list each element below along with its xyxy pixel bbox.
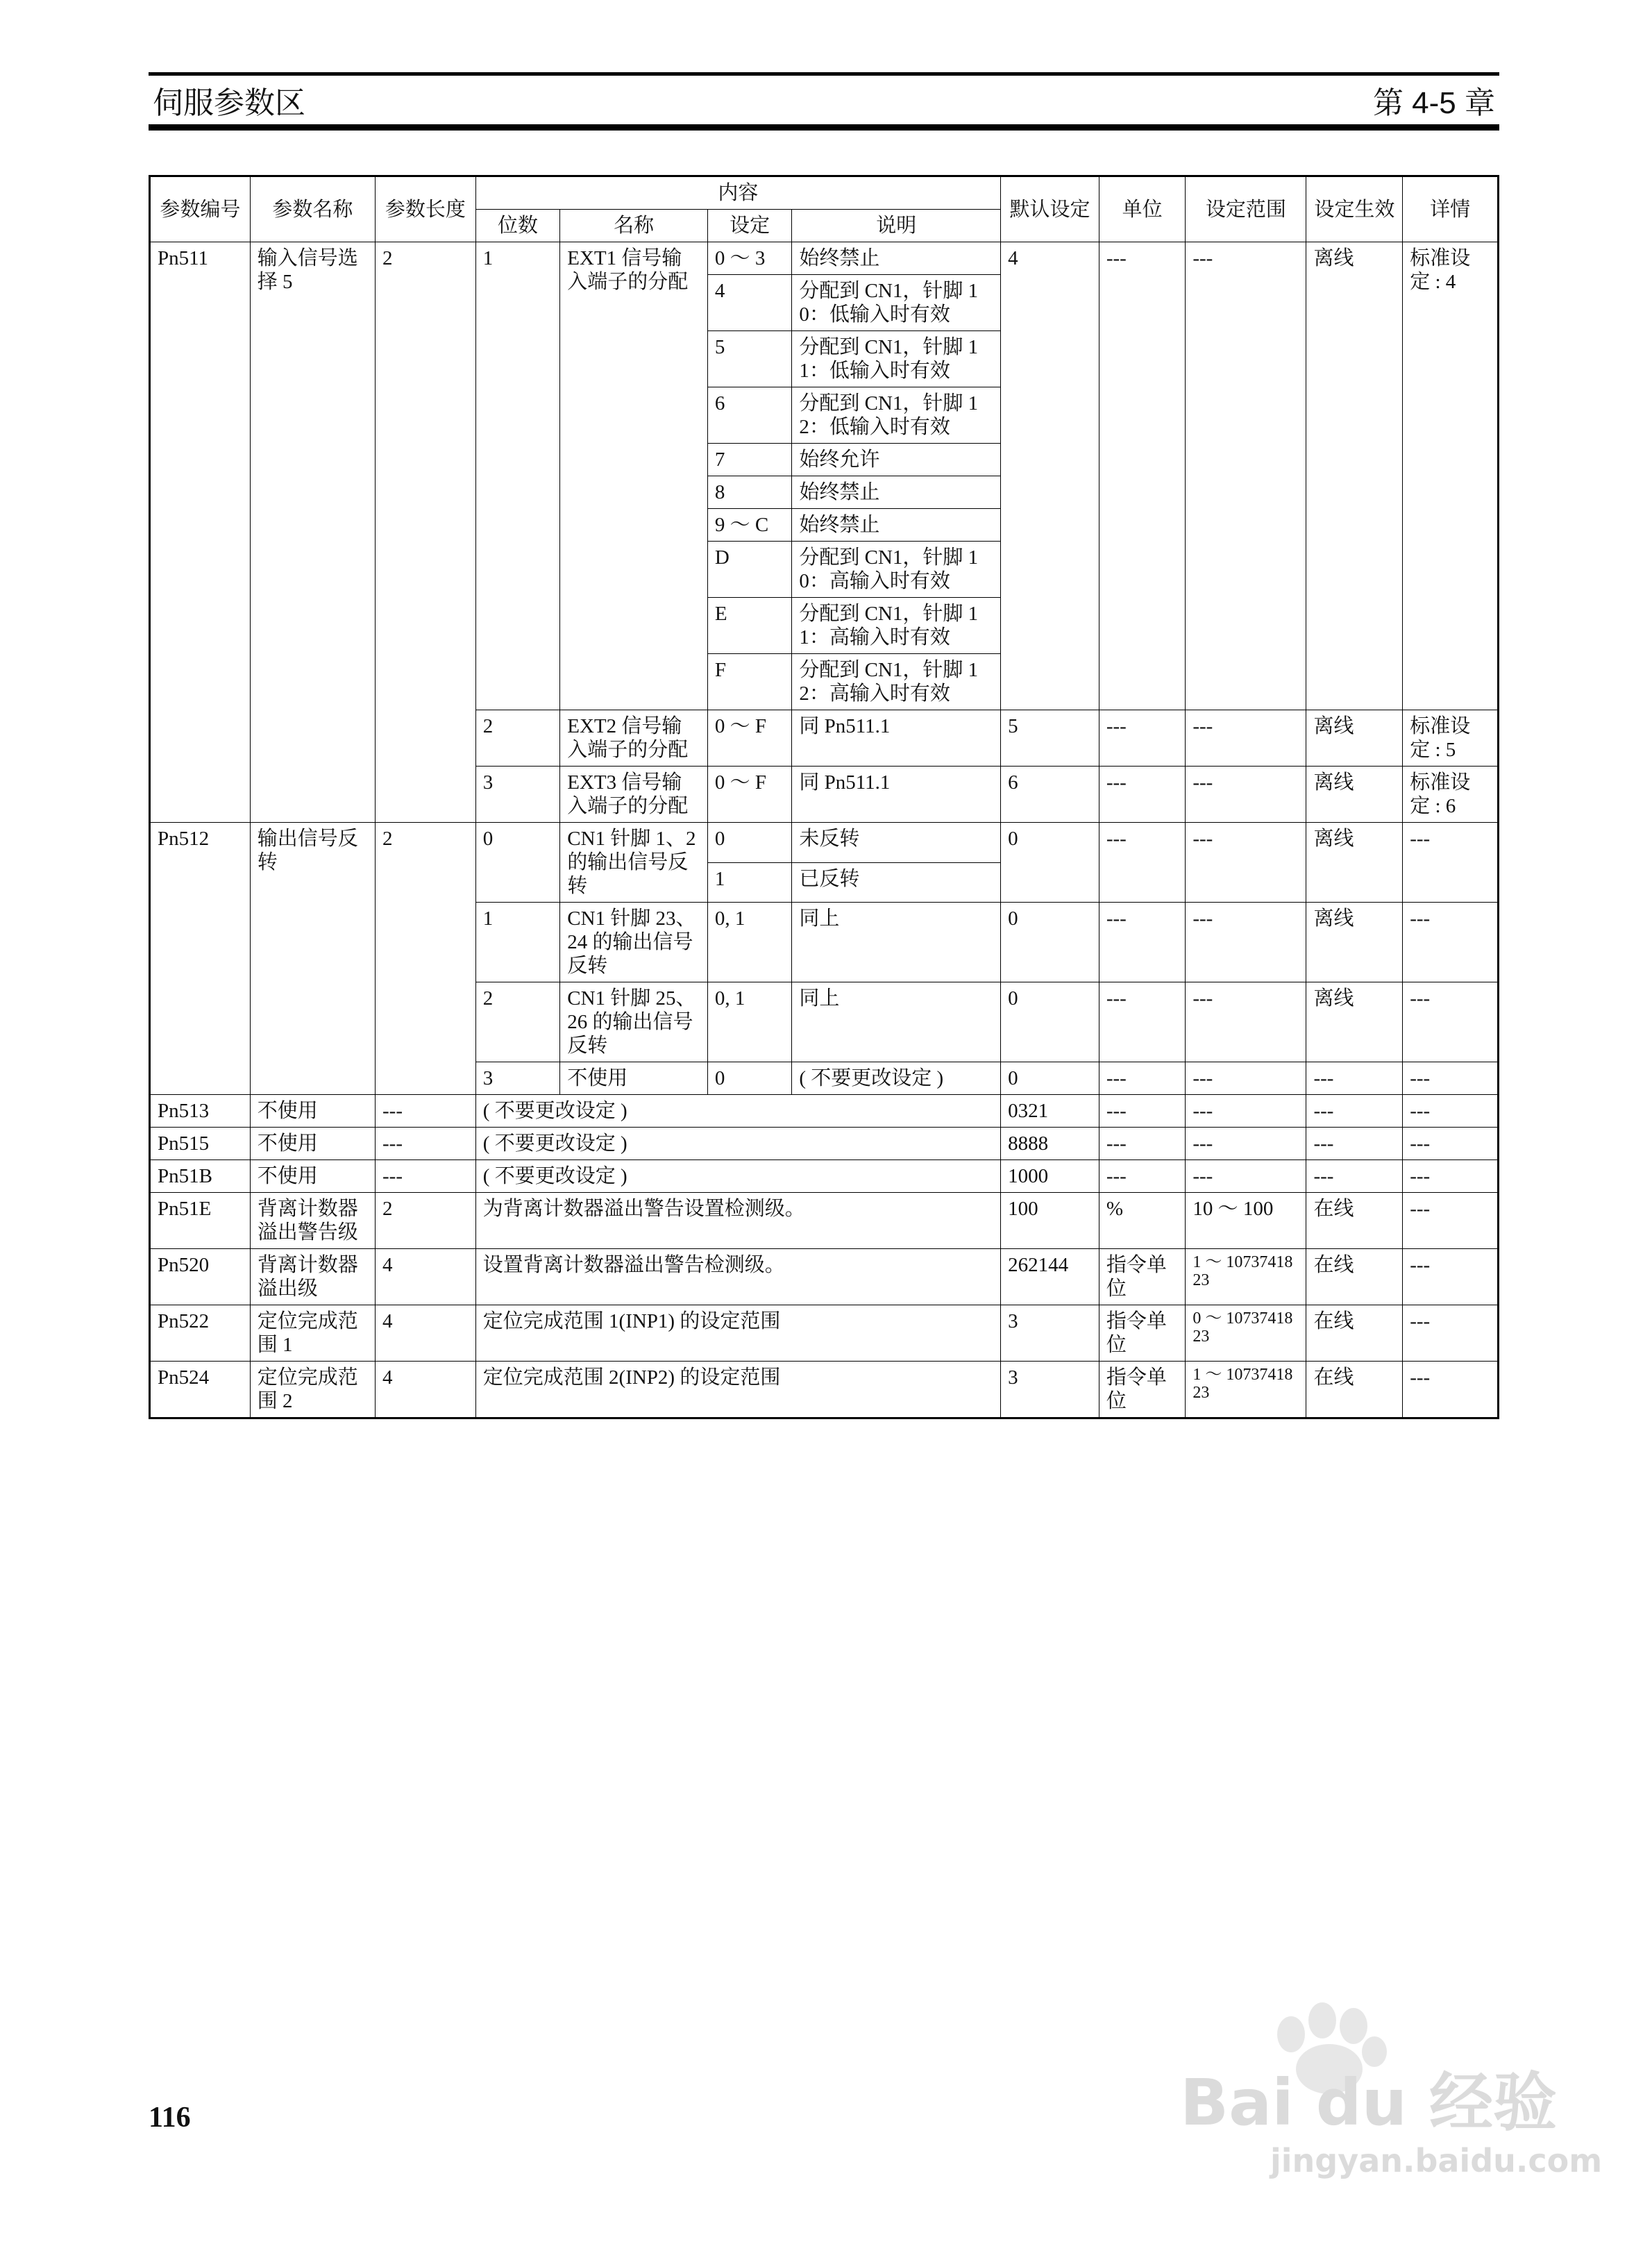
range: --- bbox=[1186, 1128, 1306, 1160]
range: --- bbox=[1186, 767, 1306, 823]
default: 6 bbox=[1001, 767, 1099, 823]
param-name: 不使用 bbox=[250, 1160, 375, 1193]
description: ( 不要更改设定 ) bbox=[792, 1062, 1001, 1095]
col-default: 默认设定 bbox=[1001, 176, 1099, 242]
digit: 3 bbox=[475, 1062, 559, 1095]
default: 8888 bbox=[1001, 1128, 1099, 1160]
setting: D bbox=[707, 542, 791, 598]
description: 始终禁止 bbox=[792, 242, 1001, 275]
table-row bbox=[150, 1128, 1499, 1160]
content: ( 不要更改设定 ) bbox=[475, 1128, 1000, 1160]
digit: 1 bbox=[475, 903, 559, 982]
watermark-url: jingyan.baidu.com bbox=[1270, 2142, 1603, 2179]
table-row bbox=[150, 1305, 1499, 1362]
param-len: 4 bbox=[376, 1249, 476, 1305]
effect: 在线 bbox=[1306, 1305, 1403, 1362]
unit: --- bbox=[1099, 1095, 1186, 1128]
content: 设置背离计数器溢出警告检测级。 bbox=[475, 1249, 1000, 1305]
effect: 离线 bbox=[1306, 823, 1403, 903]
param-name: 不使用 bbox=[250, 1095, 375, 1128]
detail: --- bbox=[1403, 1305, 1499, 1362]
effect: 在线 bbox=[1306, 1249, 1403, 1305]
digit: 0 bbox=[475, 823, 559, 903]
digit-name: 不使用 bbox=[560, 1062, 708, 1095]
default: 100 bbox=[1001, 1193, 1099, 1249]
table-row bbox=[150, 242, 1499, 275]
digit: 1 bbox=[475, 242, 559, 710]
param-name: 定位完成范围 1 bbox=[250, 1305, 375, 1362]
param-name: 背离计数器溢出警告级 bbox=[250, 1193, 375, 1249]
col-desc: 说明 bbox=[792, 210, 1001, 242]
setting: E bbox=[707, 598, 791, 654]
setting: 9 ～ C bbox=[707, 509, 791, 542]
description: 分配到 CN1，针脚 11：低输入时有效 bbox=[792, 331, 1001, 387]
setting: 0 ～ F bbox=[707, 767, 791, 823]
range: 1 ～ 1073741823 bbox=[1186, 1362, 1306, 1418]
header-row-1 bbox=[150, 176, 1499, 210]
detail: --- bbox=[1403, 1062, 1499, 1095]
description: 同 Pn511.1 bbox=[792, 710, 1001, 767]
digit-name: EXT2 信号输入端子的分配 bbox=[560, 710, 708, 767]
param-no: Pn512 bbox=[150, 823, 251, 1095]
unit: --- bbox=[1099, 1128, 1186, 1160]
range: --- bbox=[1186, 903, 1306, 982]
param-name: 背离计数器溢出级 bbox=[250, 1249, 375, 1305]
range: 10 ～ 100 bbox=[1186, 1193, 1306, 1249]
description: 分配到 CN1，针脚 10：低输入时有效 bbox=[792, 275, 1001, 331]
unit: --- bbox=[1099, 1160, 1186, 1193]
section-title: 伺服参数区 bbox=[153, 86, 305, 120]
header-bottom-rule bbox=[149, 124, 1499, 131]
col-range: 设定范围 bbox=[1186, 176, 1306, 242]
setting: 8 bbox=[707, 476, 791, 509]
detail: --- bbox=[1403, 1249, 1499, 1305]
col-setting: 设定 bbox=[707, 210, 791, 242]
param-no: Pn524 bbox=[150, 1362, 251, 1418]
description: 同上 bbox=[792, 903, 1001, 982]
detail: 标准设定 : 4 bbox=[1403, 242, 1499, 710]
col-digit: 位数 bbox=[475, 210, 559, 242]
setting: 1 bbox=[707, 862, 791, 903]
param-len: 4 bbox=[376, 1305, 476, 1362]
col-param-no: 参数编号 bbox=[150, 176, 251, 242]
detail: 标准设定 : 5 bbox=[1403, 710, 1499, 767]
default: 0 bbox=[1001, 903, 1099, 982]
page-number: 116 bbox=[149, 2102, 191, 2134]
unit: 指令单位 bbox=[1099, 1362, 1186, 1418]
description: 分配到 CN1，针脚 10：高输入时有效 bbox=[792, 542, 1001, 598]
chapter-label: 第 4-5 章 bbox=[1372, 86, 1495, 120]
detail: --- bbox=[1403, 1128, 1499, 1160]
table-row bbox=[150, 1095, 1499, 1128]
digit-name: CN1 针脚 1、2 的输出信号反转 bbox=[560, 823, 708, 903]
unit: --- bbox=[1099, 767, 1186, 823]
default: 0 bbox=[1001, 982, 1099, 1062]
param-len: --- bbox=[376, 1095, 476, 1128]
range: --- bbox=[1186, 1160, 1306, 1193]
effect: --- bbox=[1306, 1128, 1403, 1160]
digit-name: CN1 针脚 25、 26 的输出信号反转 bbox=[560, 982, 708, 1062]
detail: 标准设定 : 6 bbox=[1403, 767, 1499, 823]
digit-name: EXT3 信号输入端子的分配 bbox=[560, 767, 708, 823]
param-len: 2 bbox=[376, 823, 476, 1095]
description: 已反转 bbox=[792, 862, 1001, 903]
table-row bbox=[150, 1362, 1499, 1418]
default: 0 bbox=[1001, 823, 1099, 903]
content: ( 不要更改设定 ) bbox=[475, 1095, 1000, 1128]
effect: 在线 bbox=[1306, 1193, 1403, 1249]
col-param-name: 参数名称 bbox=[250, 176, 375, 242]
setting: 0 ～ F bbox=[707, 710, 791, 767]
default: 0321 bbox=[1001, 1095, 1099, 1128]
default: 1000 bbox=[1001, 1160, 1099, 1193]
page-header bbox=[149, 72, 1499, 131]
col-effect: 设定生效 bbox=[1306, 176, 1403, 242]
setting: 0 bbox=[707, 1062, 791, 1095]
description: 同 Pn511.1 bbox=[792, 767, 1001, 823]
description: 未反转 bbox=[792, 823, 1001, 863]
description: 同上 bbox=[792, 982, 1001, 1062]
range: --- bbox=[1186, 823, 1306, 903]
unit: --- bbox=[1099, 823, 1186, 903]
default: 262144 bbox=[1001, 1249, 1099, 1305]
param-no: Pn51E bbox=[150, 1193, 251, 1249]
param-no: Pn511 bbox=[150, 242, 251, 823]
content: 定位完成范围 1(INP1) 的设定范围 bbox=[475, 1305, 1000, 1362]
param-name: 输出信号反转 bbox=[250, 823, 375, 1095]
setting: 0, 1 bbox=[707, 903, 791, 982]
unit: --- bbox=[1099, 1062, 1186, 1095]
setting: 4 bbox=[707, 275, 791, 331]
table-row bbox=[150, 823, 1499, 863]
param-name: 不使用 bbox=[250, 1128, 375, 1160]
range: --- bbox=[1186, 242, 1306, 710]
effect: 离线 bbox=[1306, 242, 1403, 710]
setting: F bbox=[707, 654, 791, 710]
description: 分配到 CN1，针脚 11：高输入时有效 bbox=[792, 598, 1001, 654]
default: 5 bbox=[1001, 710, 1099, 767]
default: 4 bbox=[1001, 242, 1099, 710]
unit: --- bbox=[1099, 903, 1186, 982]
baidu-jingyan-watermark bbox=[1152, 1986, 1603, 2194]
col-name: 名称 bbox=[560, 210, 708, 242]
description: 分配到 CN1，针脚 12：高输入时有效 bbox=[792, 654, 1001, 710]
unit: --- bbox=[1099, 242, 1186, 710]
content: 为背离计数器溢出警告设置检测级。 bbox=[475, 1193, 1000, 1249]
content: ( 不要更改设定 ) bbox=[475, 1160, 1000, 1193]
param-len: --- bbox=[376, 1128, 476, 1160]
digit: 2 bbox=[475, 710, 559, 767]
detail: --- bbox=[1403, 1362, 1499, 1418]
effect: 在线 bbox=[1306, 1362, 1403, 1418]
param-len: 4 bbox=[376, 1362, 476, 1418]
description: 分配到 CN1，针脚 12：低输入时有效 bbox=[792, 387, 1001, 444]
digit: 2 bbox=[475, 982, 559, 1062]
col-unit: 单位 bbox=[1099, 176, 1186, 242]
param-len: --- bbox=[376, 1160, 476, 1193]
description: 始终禁止 bbox=[792, 476, 1001, 509]
setting: 0 ～ 3 bbox=[707, 242, 791, 275]
unit: % bbox=[1099, 1193, 1186, 1249]
detail: --- bbox=[1403, 982, 1499, 1062]
effect: 离线 bbox=[1306, 767, 1403, 823]
param-name: 定位完成范围 2 bbox=[250, 1362, 375, 1418]
default: 3 bbox=[1001, 1362, 1099, 1418]
setting: 5 bbox=[707, 331, 791, 387]
range: --- bbox=[1186, 710, 1306, 767]
unit: 指令单位 bbox=[1099, 1249, 1186, 1305]
effect: --- bbox=[1306, 1160, 1403, 1193]
table-row bbox=[150, 1249, 1499, 1305]
description: 始终禁止 bbox=[792, 509, 1001, 542]
detail: --- bbox=[1403, 1095, 1499, 1128]
watermark-brand: Bai du 经验 bbox=[1180, 2066, 1558, 2140]
detail: --- bbox=[1403, 903, 1499, 982]
setting: 0 bbox=[707, 823, 791, 863]
servo-parameter-table bbox=[149, 175, 1499, 1419]
description: 始终允许 bbox=[792, 444, 1001, 476]
range: 1 ～ 1073741823 bbox=[1186, 1249, 1306, 1305]
param-no: Pn522 bbox=[150, 1305, 251, 1362]
digit-name: CN1 针脚 23、 24 的输出信号反转 bbox=[560, 903, 708, 982]
setting: 7 bbox=[707, 444, 791, 476]
content: 定位完成范围 2(INP2) 的设定范围 bbox=[475, 1362, 1000, 1418]
effect: 离线 bbox=[1306, 982, 1403, 1062]
range: 0 ～ 1073741823 bbox=[1186, 1305, 1306, 1362]
range: --- bbox=[1186, 1095, 1306, 1128]
detail: --- bbox=[1403, 1160, 1499, 1193]
setting: 0, 1 bbox=[707, 982, 791, 1062]
unit: --- bbox=[1099, 710, 1186, 767]
col-detail: 详情 bbox=[1403, 176, 1499, 242]
range: --- bbox=[1186, 1062, 1306, 1095]
default: 3 bbox=[1001, 1305, 1099, 1362]
detail: --- bbox=[1403, 1193, 1499, 1249]
setting: 6 bbox=[707, 387, 791, 444]
col-param-len: 参数长度 bbox=[376, 176, 476, 242]
param-name: 输入信号选择 5 bbox=[250, 242, 375, 823]
param-len: 2 bbox=[376, 1193, 476, 1249]
digit: 3 bbox=[475, 767, 559, 823]
digit-name: EXT1 信号输入端子的分配 bbox=[560, 242, 708, 710]
unit: 指令单位 bbox=[1099, 1305, 1186, 1362]
effect: 离线 bbox=[1306, 903, 1403, 982]
table-row bbox=[150, 1160, 1499, 1193]
param-no: Pn515 bbox=[150, 1128, 251, 1160]
effect: --- bbox=[1306, 1062, 1403, 1095]
param-no: Pn513 bbox=[150, 1095, 251, 1128]
col-content: 内容 bbox=[475, 176, 1000, 210]
param-len: 2 bbox=[376, 242, 476, 823]
effect: --- bbox=[1306, 1095, 1403, 1128]
unit: --- bbox=[1099, 982, 1186, 1062]
effect: 离线 bbox=[1306, 710, 1403, 767]
range: --- bbox=[1186, 982, 1306, 1062]
param-no: Pn520 bbox=[150, 1249, 251, 1305]
table-row bbox=[150, 1193, 1499, 1249]
param-no: Pn51B bbox=[150, 1160, 251, 1193]
detail: --- bbox=[1403, 823, 1499, 903]
default: 0 bbox=[1001, 1062, 1099, 1095]
